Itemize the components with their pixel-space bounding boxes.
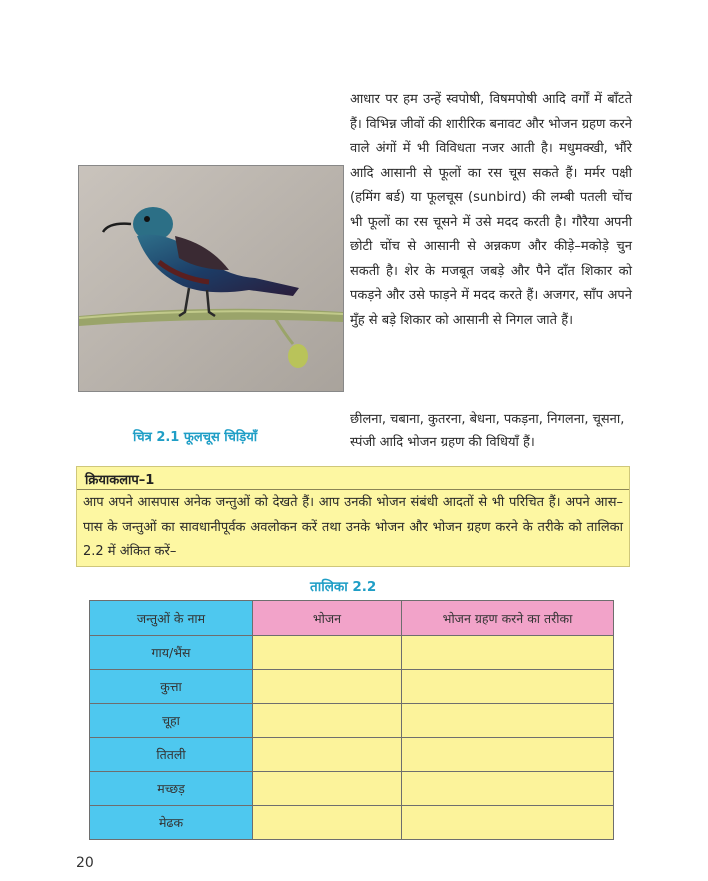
food-cell xyxy=(253,636,402,670)
animal-name-cell: मेढक xyxy=(90,806,253,840)
method-cell xyxy=(402,772,614,806)
body-paragraph-2: छीलना, चबाना, कुतरना, बेधना, पकड़ना, निगलना, चूसना, स्पंजी आदि भोजन ग्रहण की विधियाँ हैं। xyxy=(350,412,625,450)
method-cell xyxy=(402,704,614,738)
food-cell xyxy=(253,738,402,772)
table-header-row xyxy=(90,601,614,636)
activity-title: क्रियाकलाप–1 xyxy=(85,473,155,488)
header-food: भोजन xyxy=(253,601,402,636)
food-cell xyxy=(253,670,402,704)
method-cell xyxy=(402,738,614,772)
table-row xyxy=(90,772,614,806)
method-cell xyxy=(402,670,614,704)
table-title: तालिका 2.2 xyxy=(310,579,377,595)
food-cell xyxy=(253,806,402,840)
animal-name-cell: गाय/भैंस xyxy=(90,636,253,670)
table-row xyxy=(90,670,614,704)
animal-name-cell: तितली xyxy=(90,738,253,772)
page-number: 20 xyxy=(76,855,94,871)
activity-text: आप अपने आसपास अनेक जन्तुओं को देखते हैं। आप उनकी भोजन संबंधी आदतों से भी परिचित हैं। अपने आस–पास के जन्तुओं का सावधानीपूर्वक अवलोकन करें तथा उनके भोजन और भोजन ग्रहण करने के तरीके को तालिका 2.2 में अंकित करें– xyxy=(83,495,623,559)
food-cell xyxy=(253,772,402,806)
activity-box xyxy=(76,466,630,567)
animal-name-cell: कुत्ता xyxy=(90,670,253,704)
header-feeding-method: भोजन ग्रहण करने का तरीका xyxy=(402,601,614,636)
table-row xyxy=(90,806,614,840)
body-paragraph: आधार पर हम उन्हें स्वपोषी, विषमपोषी आदि वर्गों में बाँटते हैं। विभिन्न जीवों की शारीरिक बनावट और भोजन ग्रहण करने वाले अंगों में भी विविधता नजर आती है। मधुमक्खी, भौंरे आदि आसानी से फूलों का रस चूस सकते हैं। मर्मर पक्षी (हमिंग बर्ड) या फूलचूस (sunbird) की लम्बी पतली चोंच भी फूलों का रस चूसने में उसे मदद करती है। गौरैया अपनी छोटी चोंच से आसानी से अन्नकण और कीड़े–मकोड़े चुन सकती है। शेर के मजबूत जबड़े और पैने दाँत शिकार को पकड़ने और उसे फाड़ने में मदद करते हैं। अजगर, साँप अपने मुँह से बड़े शिकार को आसानी से निगल जाते हैं। xyxy=(350,92,632,328)
table-row xyxy=(90,704,614,738)
table-row xyxy=(90,636,614,670)
food-cell xyxy=(253,704,402,738)
table-row xyxy=(90,738,614,772)
sunbird-photo xyxy=(78,165,344,392)
animal-name-cell: चूहा xyxy=(90,704,253,738)
activity-divider xyxy=(77,489,629,490)
animal-food-table xyxy=(89,600,614,840)
sunbird-illustration xyxy=(79,166,343,391)
header-animal-names: जन्तुओं के नाम xyxy=(90,601,253,636)
animal-name-cell: मच्छड़ xyxy=(90,772,253,806)
method-cell xyxy=(402,806,614,840)
method-cell xyxy=(402,636,614,670)
figure-caption: चित्र 2.1 फूलचूस चिड़ियाँ xyxy=(133,430,258,445)
